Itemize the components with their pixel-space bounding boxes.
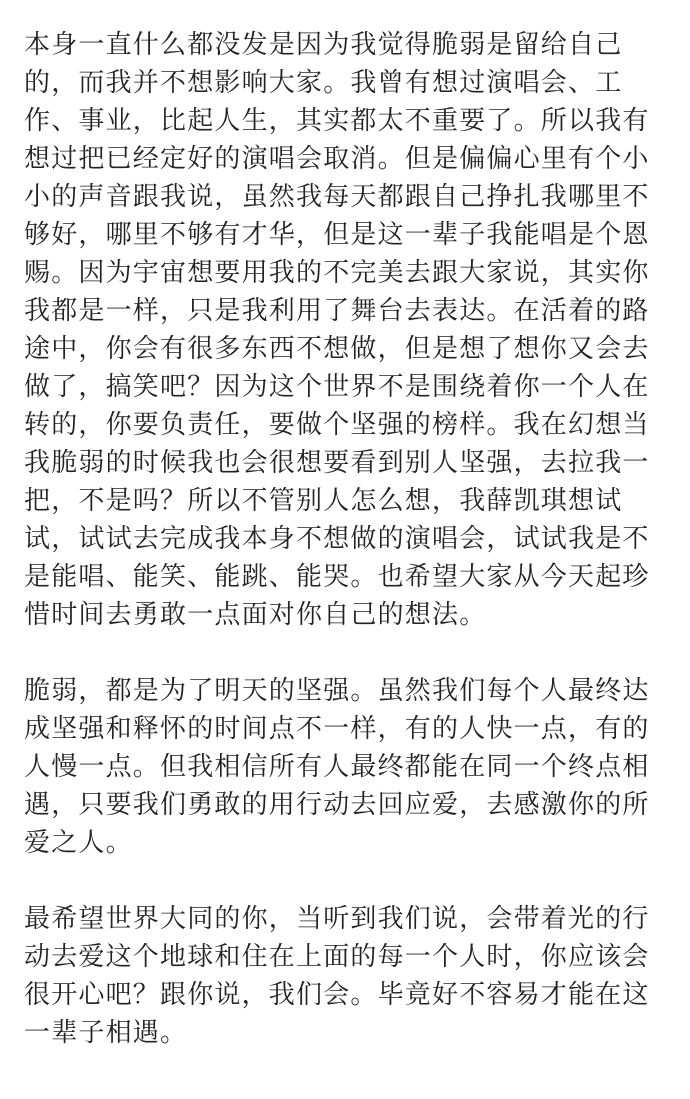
text-line: 把，不是吗？所以不管别人怎么想，我薛凯琪想试 <box>24 486 623 516</box>
text-line: 我脆弱的时候我也会很想要看到别人坚强，去拉我一 <box>24 448 650 478</box>
text-line: 赐。因为宇宙想要用我的不完美去跟大家说，其实你 <box>24 258 650 288</box>
text-line: 遇，只要我们勇敢的用行动去回应爱，去感激你的所 <box>24 790 650 820</box>
text-line: 成坚强和释怀的时间点不一样，有的人快一点，有的 <box>24 714 650 744</box>
text-line: 很开心吧？跟你说，我们会。毕竟好不容易才能在这 <box>24 980 650 1010</box>
text-line: 脆弱，都是为了明天的坚强。虽然我们每个人最终达 <box>24 676 650 706</box>
paragraph-3 <box>24 900 666 1052</box>
text-line: 作、事业，比起人生，其实都太不重要了。所以我有 <box>24 106 650 136</box>
text-line: 人慢一点。但我相信所有人最终都能在同一个终点相 <box>24 752 650 782</box>
paragraph-spacer <box>24 862 666 900</box>
text-line: 途中，你会有很多东西不想做，但是想了想你又会去 <box>24 334 650 364</box>
text-line: 想过把已经定好的演唱会取消。但是偏偏心里有个小 <box>24 144 650 174</box>
text-line: 转的，你要负责任，要做个坚强的榜样。我在幻想当 <box>24 410 650 440</box>
text-line: 最希望世界大同的你，当听到我们说，会带着光的行 <box>24 904 650 934</box>
text-line: 试，试试去完成我本身不想做的演唱会，试试我是不 <box>24 524 650 554</box>
text-line: 够好，哪里不够有才华，但是这一辈子我能唱是个恩 <box>24 220 650 250</box>
text-line: 的，而我并不想影响大家。我曾有想过演唱会、工 <box>24 68 623 98</box>
text-line: 我都是一样，只是我利用了舞台去表达。在活着的路 <box>24 296 650 326</box>
text-line: 爱之人。 <box>24 828 133 858</box>
text-line: 一辈子相遇。 <box>24 1018 188 1048</box>
text-line: 本身一直什么都没发是因为我觉得脆弱是留给自己 <box>24 30 623 60</box>
text-line: 小的声音跟我说，虽然我每天都跟自己挣扎我哪里不 <box>24 182 650 212</box>
text-line: 惜时间去勇敢一点面对你自己的想法。 <box>24 600 487 630</box>
paragraph-1 <box>24 26 666 634</box>
text-line: 做了，搞笑吧？因为这个世界不是围绕着你一个人在 <box>24 372 650 402</box>
text-line: 动去爱这个地球和住在上面的每一个人时，你应该会 <box>24 942 650 972</box>
paragraph-2 <box>24 672 666 862</box>
text-line: 是能唱、能笑、能跳、能哭。也希望大家从今天起珍 <box>24 562 650 592</box>
paragraph-spacer <box>24 634 666 672</box>
